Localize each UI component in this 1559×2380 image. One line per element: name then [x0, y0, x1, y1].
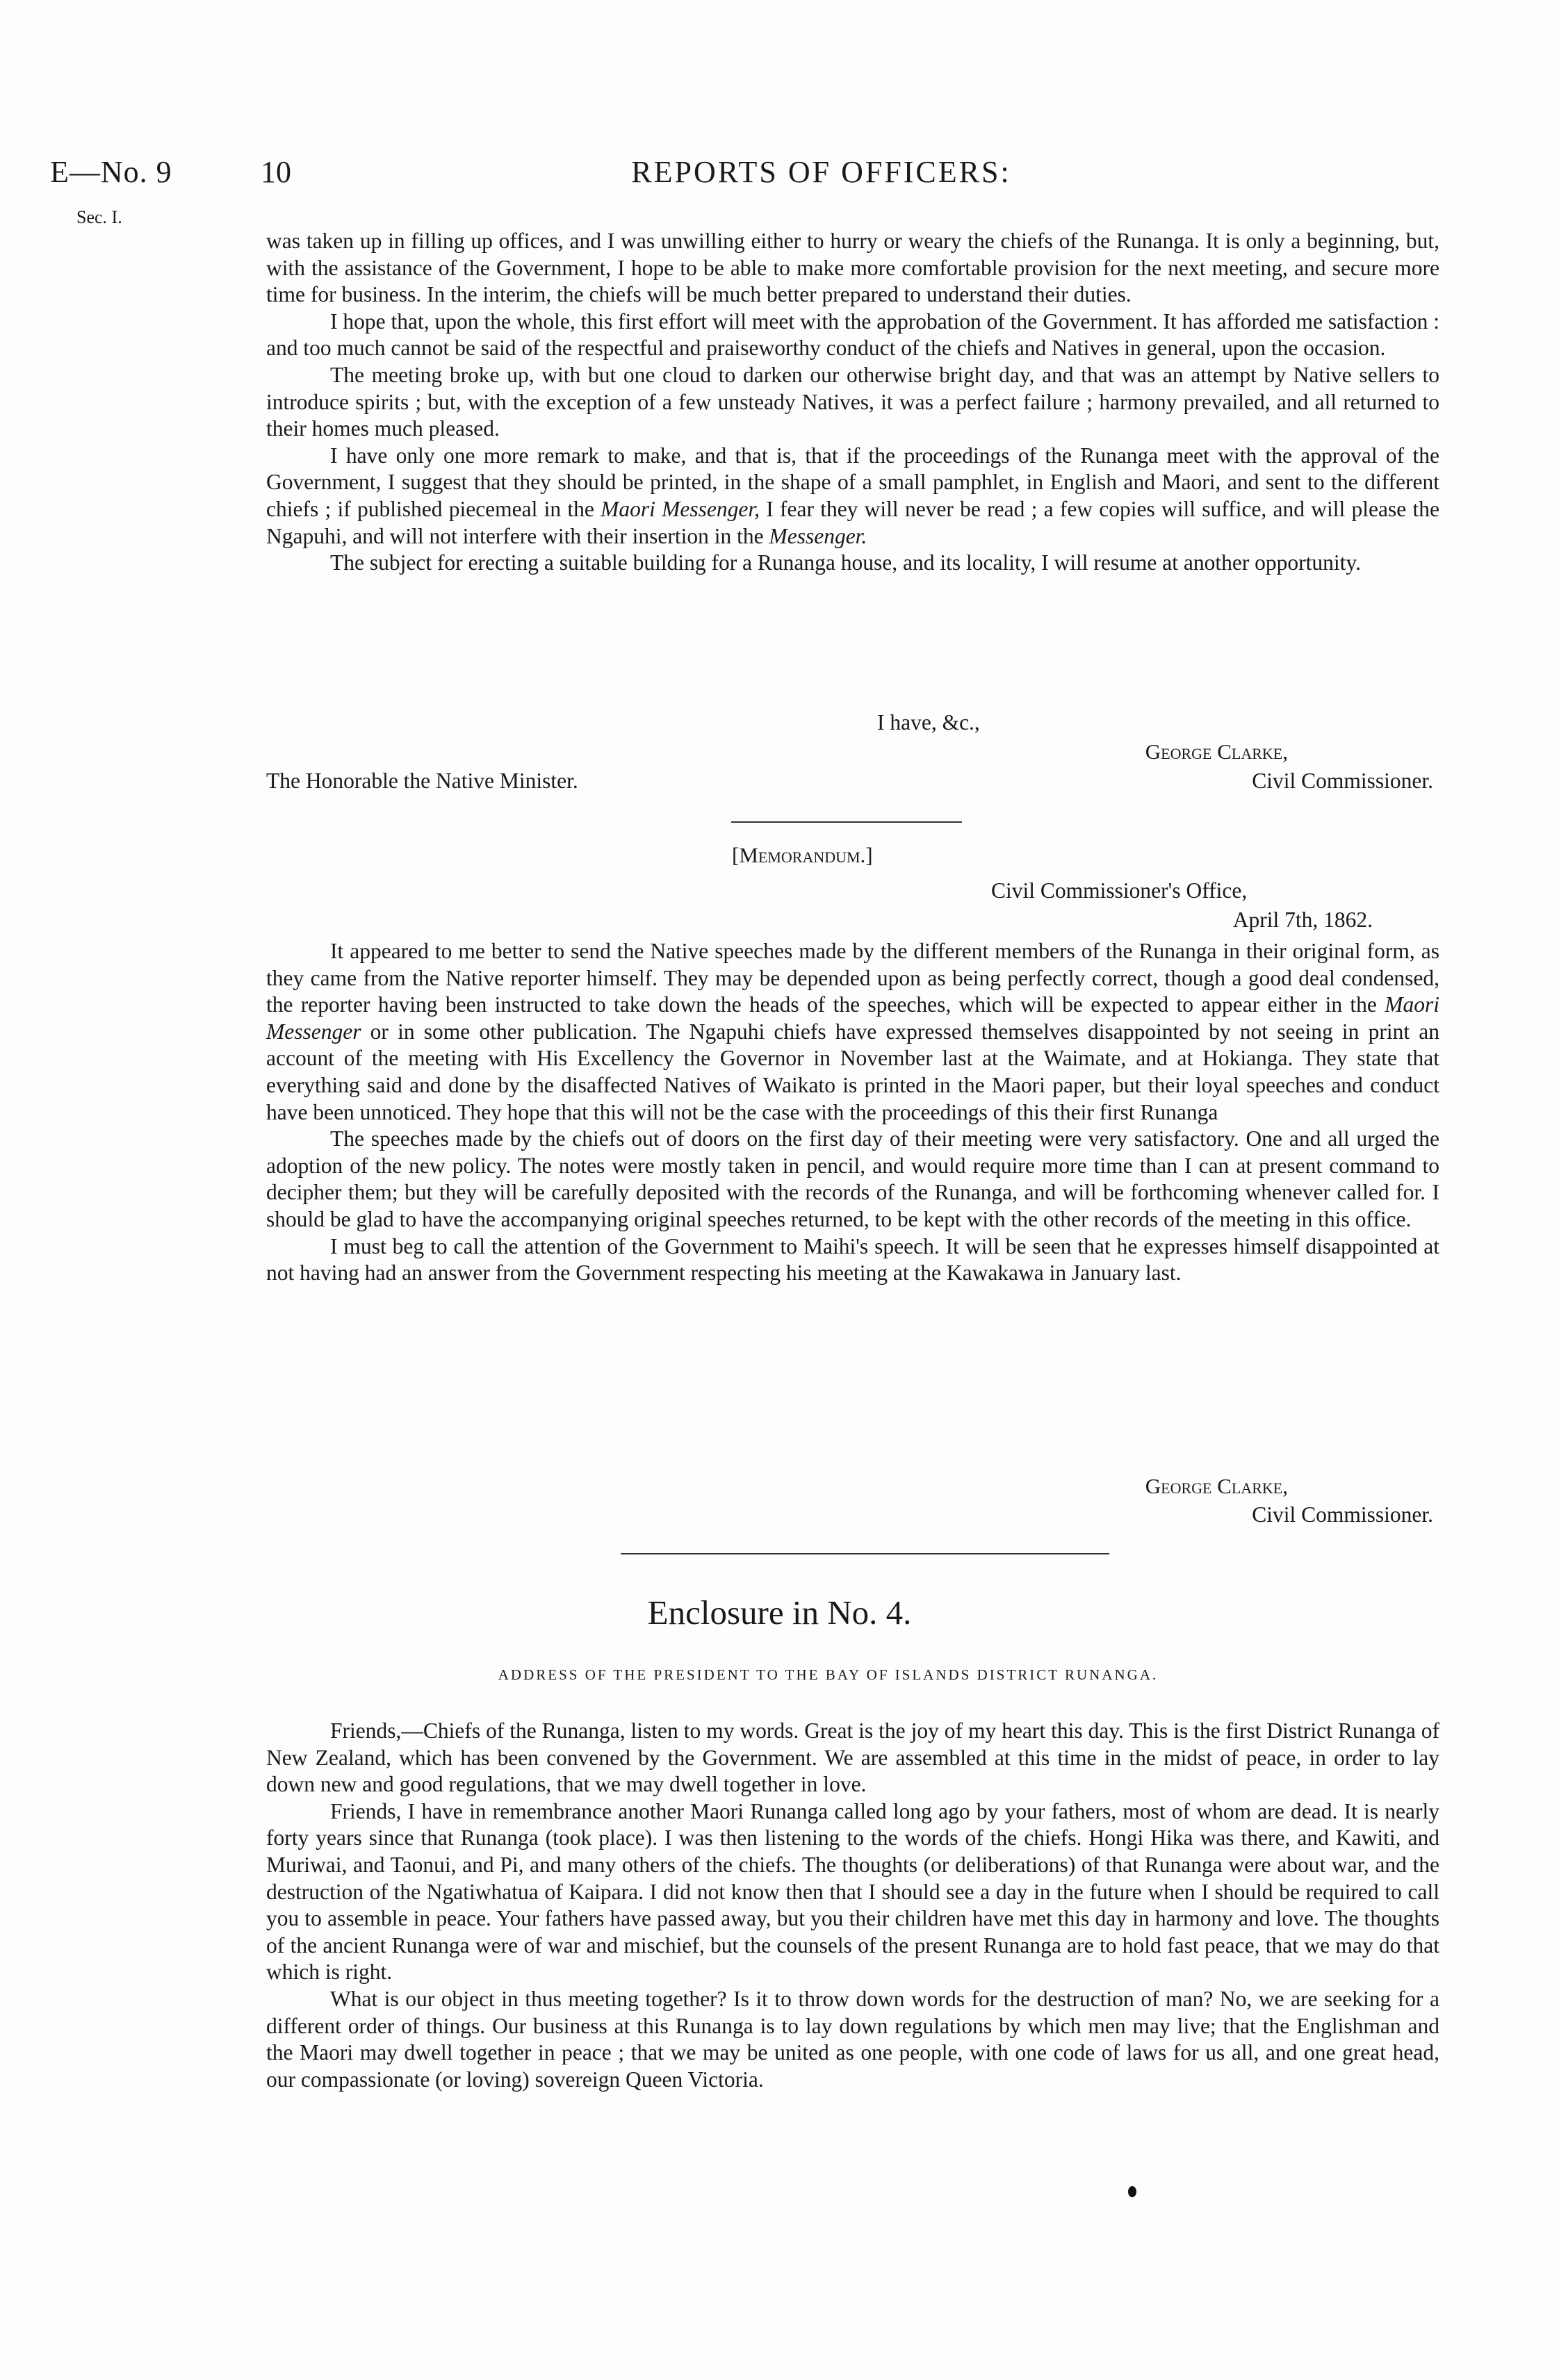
italic-publication: Messenger. — [769, 523, 867, 548]
letter-paragraph: was taken up in filling up offices, and I was unwilling either to hurry or weary the chiefs of the Runanga. It is only a beginning, but, with the assistance of the Government, I hope to be able to make more comfortable provision for the next meeting, and secure more time for business. In the interim, the chiefs will be much better prepared to understand their duties. — [266, 229, 1439, 307]
letter-paragraph-text: I fear they will never be read ; a few copies will suffice, and will please the Ngapuhi, and will not interfere with their insertion in the — [266, 496, 1439, 548]
memorandum-paragraph — [266, 938, 1439, 1126]
letter-paragraph: I hope that, upon the whole, this first effort will meet with the approbation of the Government. It has afforded me satisfaction : and too much cannot be said of the respectful and praiseworthy conduct of the chiefs and Natives in general, upon the occasion. — [266, 309, 1439, 361]
italic-publication: Maori Messenger — [266, 992, 1439, 1044]
memorandum-date: April 7th, 1862. — [1232, 908, 1373, 932]
letter-body — [266, 228, 1439, 577]
letter-paragraph-text: I have only one more remark to make, and that is, that if the proceedings of the Runanga meet with the approval of the Government, I suggest that they should be printed, in the shape of a small pamphlet, in English and Maori, and sent to the different chiefs ; if published piecemeal in the — [266, 443, 1439, 521]
ink-blot-mark — [1128, 2186, 1136, 2197]
addressee: The Honorable the Native Minister. — [266, 769, 578, 793]
memorandum-paragraph: I must beg to call the attention of the Government to Maihi's speech. It will be seen that he expresses himself disappointed at not having had an answer from the Government respecting his meeting at the Kawakawa in January last. — [266, 1233, 1439, 1286]
memorandum-paragraph: The speeches made by the chiefs out of doors on the first day of their meeting were very satisfactory. One and all urged the adoption of the new policy. The notes were mostly taken in pencil, and would require more time than I can at present command to decipher them; but they will be carefully deposited with the records of the Runanga, and will be forthcoming whenever called for. I should be glad to have the accompanying original speeches returned, to be kept with the other records of the meeting in this office. — [266, 1126, 1439, 1231]
signature-title: Civil Commissioner. — [1252, 769, 1433, 793]
enclosure-paragraph: Friends, I have in remembrance another Maori Runanga called long ago by your fathers, most of whom are dead. It is nearly forty years since that Runanga (took place). I was then listening to the words of the chiefs. Hongi Hika was there, and Kawiti, and Muriwai, and Taonui, and Pi, and many others of the chiefs. The thoughts (or deliberations) of that Runanga were about war, and the destruction of the Ngatiwhatua of Kaipara. I did not know then that I should see a day in the future when I should be required to call you to assemble in peace. Your fathers have passed away, but you their children have met this day in harmony and love. The thoughts of the ancient Runanga were of war and mischief, but the counsels of the present Runanga are to hold fast peace, that we may do that which is right. — [266, 1798, 1439, 1985]
enclosure-title: Enclosure in No. 4. — [647, 1593, 912, 1632]
document-reference: E—No. 9 — [50, 155, 172, 189]
italic-publication: Maori Messenger, — [601, 496, 760, 521]
memorandum-signature-name: George Clarke, — [1145, 1474, 1288, 1498]
memorandum-signature-title: Civil Commissioner. — [1252, 1502, 1433, 1527]
memorandum-label: [Memorandum.] — [732, 843, 873, 867]
running-title: REPORTS OF OFFICERS: — [631, 155, 1011, 189]
memorandum-paragraph-text: or in some other publication. The Ngapuhi chiefs have expressed themselves disappointed by not seeing in print an account of the meeting with His Excellency the Governor in November last at the Waimate, and at Hokianga. They state that everything said and done by the disaffected Natives of Waikato is printed in the Maori paper, but their loyal speeches and conduct have been unnoticed. They hope that this will not be the case with the proceedings of this their first Runanga — [266, 1019, 1439, 1124]
divider — [731, 821, 962, 823]
letter-paragraph: The subject for erecting a suitable building for a Runanga house, and its locality, I will resume at another opportunity. — [330, 550, 1362, 575]
enclosure-paragraph: What is our object in thus meeting together? Is it to throw down words for the destruction of man? No, we are seeking for a different order of things. Our business at this Runanga is to lay down regulations by which men may live; that the Englishman and the Maori may dwell together in peace ; that we may be united as one people, with one code of laws for us all, and one great head, our compassionate (or loving) sovereign Queen Victoria. — [266, 1986, 1439, 2092]
page-number: 10 — [261, 155, 291, 189]
letter-paragraph — [266, 443, 1439, 550]
signature-name: George Clarke, — [1145, 739, 1288, 764]
divider — [621, 1553, 1109, 1554]
memorandum-office: Civil Commissioner's Office, — [991, 878, 1248, 903]
letter-paragraph: The meeting broke up, with but one cloud to darken our otherwise bright day, and that was an attempt by Native sellers to introduce spirits ; but, with the exception of a few unsteady Natives, it was a perfect failure ; harmony prevailed, and all returned to their homes much pleased. — [266, 362, 1439, 441]
letter-closing: I have, &c., — [877, 710, 980, 734]
memorandum-paragraph-text: It appeared to me better to send the Native speeches made by the different members of the Runanga in their original form, as they came from the Native reporter himself. They may be depended upon as being perfectly correct, though a good deal condensed, the reporter having been instructed to take down the heads of the speeches, which will be expected to appear either in the — [266, 939, 1439, 1017]
enclosure-subtitle: ADDRESS OF THE PRESIDENT TO THE BAY OF ISLANDS DISTRICT RUNANGA. — [498, 1666, 1159, 1683]
enclosure-paragraph: Friends,—Chiefs of the Runanga, listen to my words. Great is the joy of my heart this day. This is the first District Runanga of New Zealand, which has been convened by the Government. We are assembled at this time in the midst of peace, in order to lay down new and good regulations, that we may dwell together in love. — [266, 1718, 1439, 1797]
section-label: Sec. I. — [76, 207, 122, 227]
memorandum-body — [266, 938, 1439, 1287]
enclosure-body — [266, 1718, 1439, 2093]
